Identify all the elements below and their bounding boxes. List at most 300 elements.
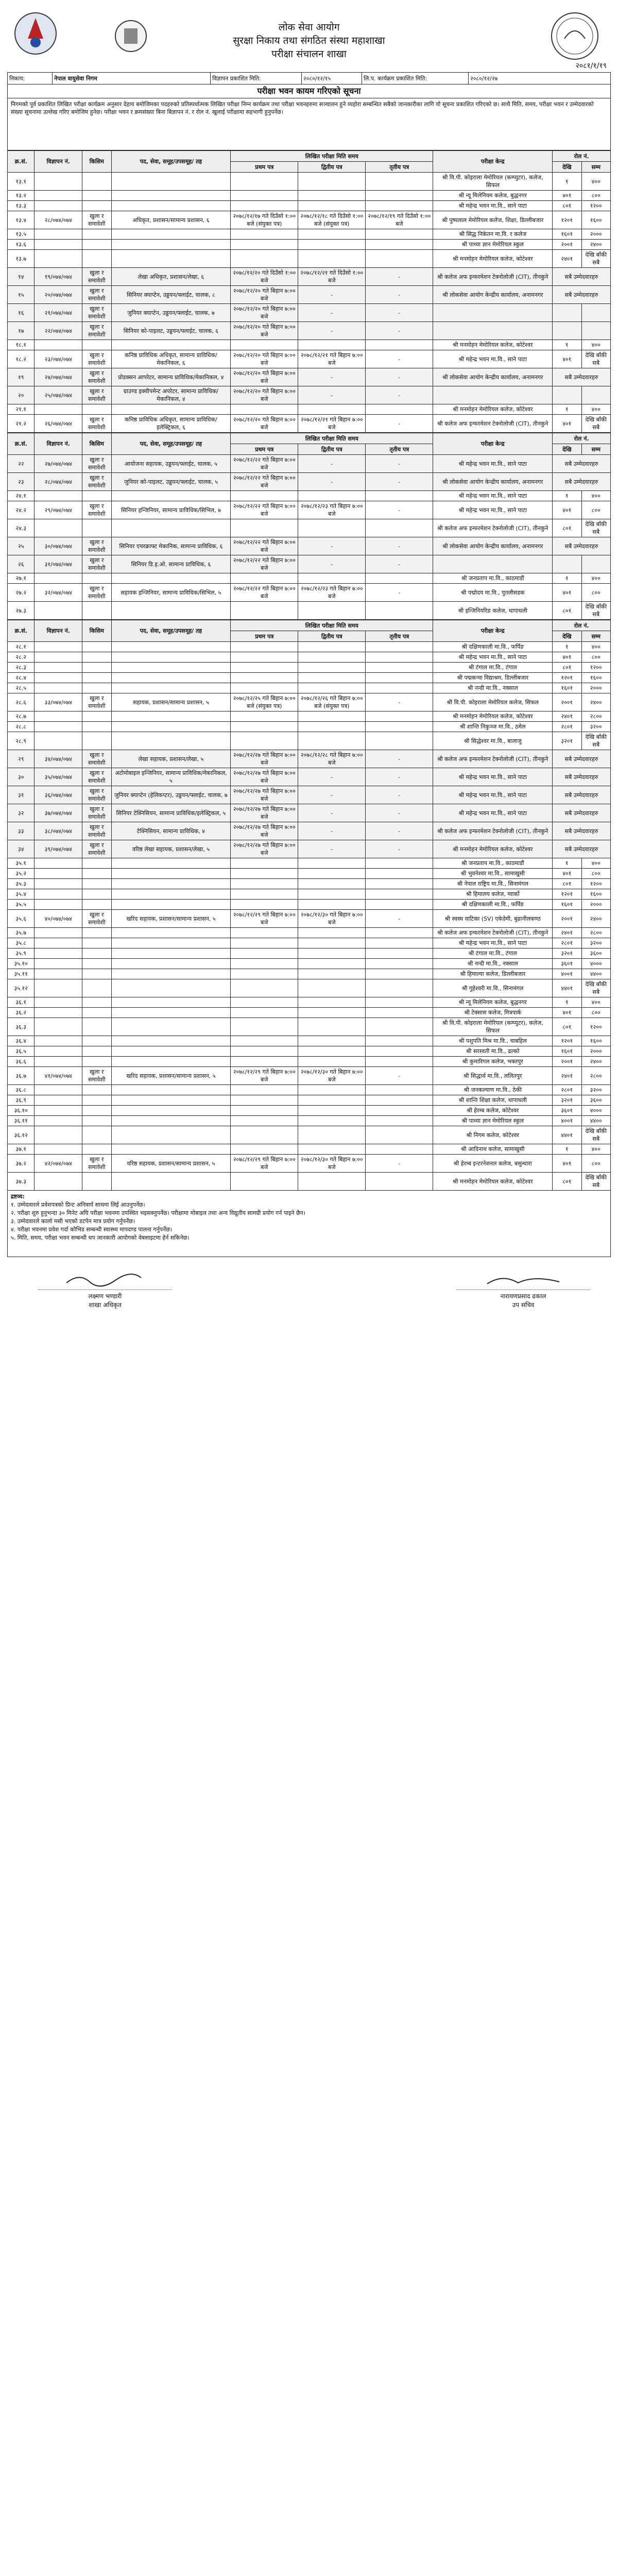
table-cell bbox=[366, 938, 433, 948]
table-cell: ३६.११ bbox=[8, 1116, 35, 1126]
table-cell: ३६.६ bbox=[8, 1057, 35, 1067]
table-cell bbox=[82, 673, 111, 683]
table-row bbox=[8, 1126, 611, 1144]
table-cell: - bbox=[366, 322, 433, 340]
table-cell: ३६.२ bbox=[8, 1008, 35, 1018]
table-cell bbox=[366, 1095, 433, 1106]
table-cell: २४०१ bbox=[553, 711, 581, 722]
table-cell: २०७८/१२/३० गते बिहान ७:०० बजे bbox=[298, 1155, 366, 1173]
table-cell bbox=[298, 959, 366, 969]
table-cell bbox=[35, 722, 82, 732]
table-cell bbox=[35, 250, 82, 268]
table-cell: २५ bbox=[8, 537, 35, 555]
table-cell bbox=[433, 386, 553, 404]
table-cell: सिनियर एयरक्राफ्ट मेकानिक, सामान्य प्राविधिक, ६ bbox=[111, 537, 231, 555]
table-cell bbox=[82, 191, 111, 201]
table-cell: २८.२ bbox=[8, 652, 35, 663]
table-cell bbox=[82, 997, 111, 1008]
table-cell: २८/०७४/०७४ bbox=[35, 473, 82, 491]
table-cell bbox=[111, 173, 231, 191]
th2-roll-from: देखि bbox=[553, 444, 581, 455]
table-cell bbox=[35, 858, 82, 869]
table-cell: कनिष्ठ प्राविधिक अधिकृत, सामान्य प्राविधिक/इलेक्ट्रिकल, ६ bbox=[111, 415, 231, 433]
table-cell: ८०० bbox=[581, 1155, 611, 1173]
table-cell: ८०१ bbox=[553, 1173, 581, 1191]
table-cell: खुला र समावेशी bbox=[82, 537, 111, 555]
table-cell: २४०१ bbox=[553, 928, 581, 938]
table-cell: ३६०० bbox=[581, 948, 611, 959]
table-cell: २००० bbox=[581, 683, 611, 693]
table-cell: ४०० bbox=[581, 573, 611, 584]
table-cell bbox=[231, 1046, 298, 1057]
table-cell: २००१ bbox=[553, 910, 581, 928]
table-cell: सबै उम्मेदवारहरु bbox=[553, 750, 611, 768]
table-cell: २००० bbox=[581, 900, 611, 910]
table-cell: सबै उम्मेदवारहरु bbox=[553, 473, 611, 491]
th2-center: परीक्षा केन्द्र bbox=[433, 433, 553, 455]
table-cell bbox=[366, 673, 433, 683]
table-cell bbox=[111, 229, 231, 240]
table-row bbox=[8, 1067, 611, 1085]
table-cell: ३५.९ bbox=[8, 948, 35, 959]
table-cell: ८०१ bbox=[553, 1018, 581, 1036]
table-cell: २०७८/१२/२२ गते बिहान ७:०० बजे bbox=[231, 473, 298, 491]
table-cell bbox=[298, 732, 366, 750]
table-cell: ४४०१ bbox=[553, 979, 581, 997]
table-cell: जुनियर क्याप्टेन (हेलिकप्टर), उड्डयन/फ्लाईट, चालक, ७ bbox=[111, 786, 231, 804]
table-cell: २८.८ bbox=[8, 722, 35, 732]
table-cell: सिनियर क्याप्टेन, उड्डयन/फ्लाईट, चालक, ८ bbox=[111, 286, 231, 304]
table-row bbox=[8, 501, 611, 519]
table-cell bbox=[82, 711, 111, 722]
meta-value-agency: नेपाल वायुसेवा निगम bbox=[53, 73, 211, 84]
table-cell bbox=[111, 683, 231, 693]
table-row bbox=[8, 928, 611, 938]
table-cell bbox=[366, 858, 433, 869]
table-cell: २८.३ bbox=[8, 663, 35, 673]
table-cell bbox=[231, 1126, 298, 1144]
table-cell bbox=[366, 1126, 433, 1144]
table-cell: खुला र समावेशी bbox=[82, 455, 111, 473]
table-cell bbox=[581, 322, 611, 340]
table-cell: श्री महेन्द्र भवन मा.वि., साने पाटा bbox=[433, 455, 553, 473]
table-cell: सिनियर को-पाइलट, उड्डयन/फ्लाईट, चालक, ६ bbox=[111, 322, 231, 340]
table-cell bbox=[82, 722, 111, 732]
schedule-table-2 bbox=[7, 433, 611, 620]
table-cell: सबै उम्मेदवारहरु bbox=[553, 268, 611, 286]
table-cell: २४०० bbox=[581, 240, 611, 250]
table-cell bbox=[231, 928, 298, 938]
table-cell: २०७८/१२/३० गते बिहान ७:०० बजे bbox=[298, 1067, 366, 1085]
table-cell: श्री मनमोहन मेमोरियल कलेज, कोटेश्वर bbox=[433, 340, 553, 350]
table-row bbox=[8, 969, 611, 979]
table-row bbox=[8, 191, 611, 201]
th-roll-from: देखि bbox=[553, 162, 581, 173]
table-cell bbox=[366, 1046, 433, 1057]
table-cell: ४०१ bbox=[553, 1008, 581, 1018]
table-cell bbox=[366, 948, 433, 959]
table-cell: १३.३ bbox=[8, 201, 35, 211]
table-cell bbox=[111, 979, 231, 997]
table-cell bbox=[35, 642, 82, 652]
table-cell: ४०/०७४/०७४ bbox=[35, 910, 82, 928]
table-cell: १२०१ bbox=[553, 211, 581, 229]
table-row bbox=[8, 415, 611, 433]
table-cell bbox=[298, 1106, 366, 1116]
table-cell bbox=[231, 969, 298, 979]
table-cell bbox=[231, 491, 298, 501]
table-cell: १६ bbox=[8, 304, 35, 322]
table-cell: २८.७ bbox=[8, 711, 35, 722]
table-cell: श्री महेन्द्र भवन मा.वि., साने पाटा bbox=[433, 491, 553, 501]
table-cell: १३.२ bbox=[8, 191, 35, 201]
note-2: २. परीक्षा शुरु हुनुभन्दा ३० मिनेट अघि परीक्षा भवनमा उपस्थित भइसक्नुपर्नेछ। परीक्षामा मोबाइल तथा अन्य विद्युतीय सामग्री प्रयोग गर्न पाइने छैन। bbox=[11, 1210, 305, 1216]
table-cell bbox=[82, 240, 111, 250]
table-cell bbox=[82, 404, 111, 415]
table-cell bbox=[82, 979, 111, 997]
table-cell: ३५.७ bbox=[8, 928, 35, 938]
table-cell bbox=[366, 404, 433, 415]
table-cell: २०७८/१२/२२ गते बिहान ७:०० बजे bbox=[231, 455, 298, 473]
table-cell: १९/०७४/०७४ bbox=[35, 268, 82, 286]
table-cell: - bbox=[366, 415, 433, 433]
table-cell bbox=[231, 889, 298, 900]
signature-left-name: लक्ष्मण भण्डारी bbox=[38, 1290, 172, 1300]
table-cell bbox=[111, 1036, 231, 1046]
table-cell: ३५.४ bbox=[8, 889, 35, 900]
table-cell: २३/०७४/०७४ bbox=[35, 350, 82, 368]
table-cell: १२०० bbox=[581, 879, 611, 889]
table-row bbox=[8, 240, 611, 250]
signature-left-scribble bbox=[64, 1273, 146, 1288]
table-cell: श्री हेरम्ब कलेज, कोटेश्वर bbox=[433, 1106, 553, 1116]
table-cell: खुला र समावेशी bbox=[82, 822, 111, 840]
table-cell: श्री कलेज अफ इन्फरमेशन टेक्नोलोजी (CIT), तीनकुने bbox=[433, 268, 553, 286]
table-cell bbox=[366, 250, 433, 268]
table-cell: श्री मनमोहन मेमोरियल कलेज, कोटेश्वर bbox=[433, 250, 553, 268]
table-cell bbox=[581, 304, 611, 322]
table-cell: खुला र समावेशी bbox=[82, 350, 111, 368]
meta-label-agency: निकाय: bbox=[8, 73, 53, 84]
table-cell: २००१ bbox=[553, 1057, 581, 1067]
th3-roll-to: सम्म bbox=[581, 631, 611, 642]
table-cell: - bbox=[298, 822, 366, 840]
table-cell bbox=[111, 519, 231, 537]
table-cell bbox=[111, 969, 231, 979]
table-cell: - bbox=[366, 1067, 433, 1085]
table-cell: - bbox=[366, 473, 433, 491]
table-cell: १३.४ bbox=[8, 211, 35, 229]
table-row bbox=[8, 473, 611, 491]
notice-title: परीक्षा भवन कायम गरिएको सूचना bbox=[7, 84, 611, 98]
table-cell: ३५.८ bbox=[8, 938, 35, 948]
table-cell: ३०/०७४/०७४ bbox=[35, 537, 82, 555]
table-cell bbox=[35, 491, 82, 501]
th-paper-1: प्रथम पत्र bbox=[231, 162, 298, 173]
table-cell bbox=[231, 711, 298, 722]
table-cell: २०७८/१२/२० गते बिहान ७:०० बजे bbox=[231, 304, 298, 322]
table-cell: श्री गुहेश्वरी मा.वि., सिनामंगल bbox=[433, 979, 553, 997]
table-cell: देखि बाँकी सबै bbox=[581, 519, 611, 537]
table-cell: ३६.७ bbox=[8, 1067, 35, 1085]
table-cell bbox=[35, 1095, 82, 1106]
table-cell: २८.९ bbox=[8, 732, 35, 750]
table-cell: ३३/०७४/०७४ bbox=[35, 693, 82, 711]
table-cell: ३५.५ bbox=[8, 900, 35, 910]
table-cell bbox=[298, 711, 366, 722]
table-cell bbox=[82, 1036, 111, 1046]
table-cell: ३२०१ bbox=[553, 732, 581, 750]
table-cell: २०७८/१२/२७ गते बिहान ७:०० बजे bbox=[231, 840, 298, 858]
table-cell: श्री महेन्द्र भवन मा.वि., साने पाटा bbox=[433, 804, 553, 822]
table-cell bbox=[298, 663, 366, 673]
table-cell: १६०१ bbox=[553, 900, 581, 910]
table-cell bbox=[433, 555, 553, 573]
table-cell: श्री सरस्वती मा.वि., ढल्को bbox=[433, 1046, 553, 1057]
table-cell bbox=[298, 240, 366, 250]
table-cell bbox=[231, 979, 298, 997]
table-cell bbox=[231, 652, 298, 663]
meta-value-program-date: २०८०/१२/२७ bbox=[469, 73, 611, 84]
th3-roll: रोल नं. bbox=[553, 620, 611, 631]
table-cell: २०७८/१२/२७ गते बिहान ७:०० बजे bbox=[231, 804, 298, 822]
table-cell: श्री कलेज अफ इन्फरमेशन टेक्नोलोजी (CIT), तीनकुने bbox=[433, 415, 553, 433]
table-cell: २६/०७४/०७४ bbox=[35, 415, 82, 433]
table-cell: ८०१ bbox=[553, 663, 581, 673]
table-cell bbox=[366, 928, 433, 938]
th3-roll-from: देखि bbox=[553, 631, 581, 642]
table-cell bbox=[231, 404, 298, 415]
table-cell: २०७८/१२/१७ गते दिउँसो १:०० बजे (संयुक्त पत्र) bbox=[231, 211, 298, 229]
table-cell: ४००० bbox=[581, 959, 611, 969]
th2-roll: रोल नं. bbox=[553, 433, 611, 444]
table-cell: श्री कलेज अफ इन्फरमेशन टेक्नोलोजी (CIT), तीनकुने bbox=[433, 928, 553, 938]
table-cell: ग्राउण्ड इक्वीपमेन्ट अपरेटर, सामान्य प्राविधिक/मेकानिकल, ४ bbox=[111, 386, 231, 404]
signature-left bbox=[38, 1273, 172, 1309]
table-cell: ३८/०७४/०७४ bbox=[35, 822, 82, 840]
table-cell: ३० bbox=[8, 768, 35, 786]
table-cell: ४००१ bbox=[553, 969, 581, 979]
table-row bbox=[8, 1155, 611, 1173]
table-cell: १२०० bbox=[581, 1018, 611, 1036]
table-cell: - bbox=[366, 1155, 433, 1173]
table-cell: देखि बाँकी सबै bbox=[581, 250, 611, 268]
header-title-block bbox=[162, 21, 456, 61]
table-cell bbox=[298, 673, 366, 683]
table-cell bbox=[82, 869, 111, 879]
table-cell: श्री वि.पी. कोइराला मेमोरियल (कम्प्युटर), कलेज, सिफल bbox=[433, 1018, 553, 1036]
table-cell bbox=[111, 858, 231, 869]
table-cell: २०७८/१२/२५ गते बिहान ७:०० बजे (संयुक्त पत्र) bbox=[231, 693, 298, 711]
table-cell: सबै उम्मेदवारहरु bbox=[553, 840, 611, 858]
table-cell: खुला र समावेशी bbox=[82, 415, 111, 433]
table-cell bbox=[82, 491, 111, 501]
table-cell: ८०१ bbox=[553, 519, 581, 537]
table-cell: ३५/०७४/०७४ bbox=[35, 768, 82, 786]
table-cell: २०७८/१२/२० गते बिहान ७:०० बजे bbox=[231, 286, 298, 304]
table-row bbox=[8, 1046, 611, 1057]
table-cell: २३ bbox=[8, 473, 35, 491]
table-row bbox=[8, 229, 611, 240]
note-5: ५. मिति, समय, परीक्षा भवन सम्बन्धी थप जानकारी आयोगको वेबसाइटमा हेर्न सकिनेछ। bbox=[11, 1234, 190, 1241]
table-cell bbox=[231, 642, 298, 652]
table-cell bbox=[366, 191, 433, 201]
table-cell bbox=[298, 879, 366, 889]
table-cell bbox=[553, 386, 581, 404]
table-cell: श्री कुमारिगल कलेज, भक्तपुर bbox=[433, 1057, 553, 1067]
table-cell: श्री सिद्ध निकेतन मा.वि. र कलेज bbox=[433, 229, 553, 240]
table-cell: श्री मनमोहन मेमोरियल कलेज, कोटेश्वर bbox=[433, 711, 553, 722]
th-paper-3: तृतीय पत्र bbox=[366, 162, 433, 173]
table-cell: - bbox=[298, 455, 366, 473]
table-cell: २०७८/१२/३० गते बिहान ७:०० बजे bbox=[298, 910, 366, 928]
table-cell: देखि बाँकी सबै bbox=[581, 979, 611, 997]
table-row bbox=[8, 201, 611, 211]
table-cell: - bbox=[366, 350, 433, 368]
table-cell bbox=[231, 1085, 298, 1095]
table-row bbox=[8, 768, 611, 786]
table-cell bbox=[35, 404, 82, 415]
table-cell bbox=[298, 1036, 366, 1046]
table-cell bbox=[231, 1018, 298, 1036]
table-cell: - bbox=[366, 910, 433, 928]
table-cell bbox=[231, 673, 298, 683]
table-cell: खुला र समावेशी bbox=[82, 386, 111, 404]
table-cell: श्री महेन्द्र भवन मा.वि., साने पाटा bbox=[433, 501, 553, 519]
table-cell: श्री पशुपति मिश्र मा.वि., चाबहिल bbox=[433, 1036, 553, 1046]
table-cell bbox=[298, 1018, 366, 1036]
table-cell: १२०० bbox=[581, 663, 611, 673]
table-cell: श्री पद्मोदय मा.वि., पुतलीसडक bbox=[433, 584, 553, 602]
table-row bbox=[8, 822, 611, 840]
table-cell bbox=[111, 602, 231, 620]
table-cell: ३६.१२ bbox=[8, 1126, 35, 1144]
table-cell bbox=[111, 900, 231, 910]
table-cell: २१.२ bbox=[8, 415, 35, 433]
table-cell: - bbox=[366, 368, 433, 386]
signature-right-name: नारायणप्रसाद ढकाल bbox=[456, 1290, 590, 1300]
meta-label-ad-date: विज्ञापन प्रकाशित मिति: bbox=[211, 73, 302, 84]
table-cell bbox=[298, 340, 366, 350]
table-cell: २८/०७४/०७४ bbox=[35, 211, 82, 229]
table-cell bbox=[366, 663, 433, 673]
th3-type: किसिम bbox=[82, 620, 111, 642]
table-cell: सबै उम्मेदवारहरु bbox=[553, 822, 611, 840]
table-cell: ४०१ bbox=[553, 415, 581, 433]
table-cell bbox=[35, 1057, 82, 1067]
table-cell bbox=[366, 602, 433, 620]
table-cell: कनिष्ठ प्राविधिक अधिकृत, सामान्य प्राविधिक/मेकानिकल, ६ bbox=[111, 350, 231, 368]
table-cell: २०७८/१२/२७ गते बिहान ७:०० बजे bbox=[231, 822, 298, 840]
table-cell: - bbox=[366, 268, 433, 286]
table-cell bbox=[366, 979, 433, 997]
table-cell bbox=[35, 340, 82, 350]
table-cell bbox=[82, 1116, 111, 1126]
table-cell: २२ bbox=[8, 455, 35, 473]
table-row bbox=[8, 537, 611, 555]
table-cell: १ bbox=[553, 858, 581, 869]
table-cell bbox=[82, 858, 111, 869]
table-cell bbox=[231, 173, 298, 191]
table-cell bbox=[366, 969, 433, 979]
table-cell bbox=[82, 602, 111, 620]
table-row bbox=[8, 519, 611, 537]
table-cell bbox=[366, 491, 433, 501]
table-cell: २०/०७४/०७४ bbox=[35, 286, 82, 304]
table-cell: श्री शान्ति शिक्षा कलेज, थापाथली bbox=[433, 1095, 553, 1106]
table-cell bbox=[35, 938, 82, 948]
table-cell: वरिष्ठ सहायक, प्रशासन/सामान्य प्रशासन, ५ bbox=[111, 1155, 231, 1173]
table-cell: सबै उम्मेदवारहरु bbox=[553, 804, 611, 822]
table-cell: श्री हिमालय कलेज, ग्वार्को bbox=[433, 889, 553, 900]
table-cell bbox=[35, 928, 82, 938]
table-cell bbox=[298, 602, 366, 620]
table-cell: - bbox=[366, 286, 433, 304]
table-cell bbox=[231, 938, 298, 948]
table-cell bbox=[111, 938, 231, 948]
table-cell bbox=[298, 869, 366, 879]
table-cell: ८०१ bbox=[553, 602, 581, 620]
table-cell bbox=[366, 900, 433, 910]
table-cell: सहायक इन्जिनियर, सामान्य प्राविधिक/सिभिल, ५ bbox=[111, 584, 231, 602]
table-cell bbox=[298, 491, 366, 501]
table-cell bbox=[111, 404, 231, 415]
table-cell: - bbox=[298, 804, 366, 822]
table-cell: २७.२ bbox=[8, 584, 35, 602]
table-cell: १४ bbox=[8, 268, 35, 286]
table-cell: १२०१ bbox=[553, 673, 581, 683]
schedule-table-3 bbox=[7, 620, 611, 1191]
table-row bbox=[8, 1106, 611, 1116]
table-cell: ८०१ bbox=[553, 201, 581, 211]
table-cell bbox=[111, 1126, 231, 1144]
signature-right bbox=[456, 1273, 590, 1309]
table-cell: - bbox=[366, 822, 433, 840]
table-cell bbox=[35, 1046, 82, 1057]
table-cell bbox=[298, 642, 366, 652]
table-cell bbox=[111, 879, 231, 889]
table-cell bbox=[111, 652, 231, 663]
table-row bbox=[8, 1095, 611, 1106]
table-cell bbox=[82, 948, 111, 959]
table-cell bbox=[231, 663, 298, 673]
th2-type: किसिम bbox=[82, 433, 111, 455]
table-cell bbox=[35, 889, 82, 900]
th-exam-date-group: लिखित परीक्षा मिति समय bbox=[231, 151, 433, 162]
table-cell: २७.३ bbox=[8, 602, 35, 620]
table-cell bbox=[366, 1116, 433, 1126]
table-cell: ८०० bbox=[581, 191, 611, 201]
table-cell: २० bbox=[8, 386, 35, 404]
table-cell: - bbox=[366, 501, 433, 519]
table-cell bbox=[82, 1057, 111, 1067]
table-cell: श्री सिद्धेश्वर मा.वि., बालाजु bbox=[433, 732, 553, 750]
table-cell: १२०१ bbox=[553, 889, 581, 900]
table-row bbox=[8, 350, 611, 368]
table-cell: १२०१ bbox=[553, 1036, 581, 1046]
table-cell bbox=[298, 1095, 366, 1106]
table-cell: जुनियर को-पाइलट, उड्डयन/फ्लाईट, चालक, ५ bbox=[111, 473, 231, 491]
table-cell bbox=[82, 519, 111, 537]
table-cell: खरिद सहायक, प्रशासन/सामान्य प्रशासन, ५ bbox=[111, 1067, 231, 1085]
table-cell bbox=[231, 1057, 298, 1067]
table-row bbox=[8, 1085, 611, 1095]
table-cell: ४०० bbox=[581, 858, 611, 869]
table-cell: - bbox=[298, 473, 366, 491]
table-cell bbox=[111, 240, 231, 250]
table-row bbox=[8, 869, 611, 879]
table-cell bbox=[82, 969, 111, 979]
